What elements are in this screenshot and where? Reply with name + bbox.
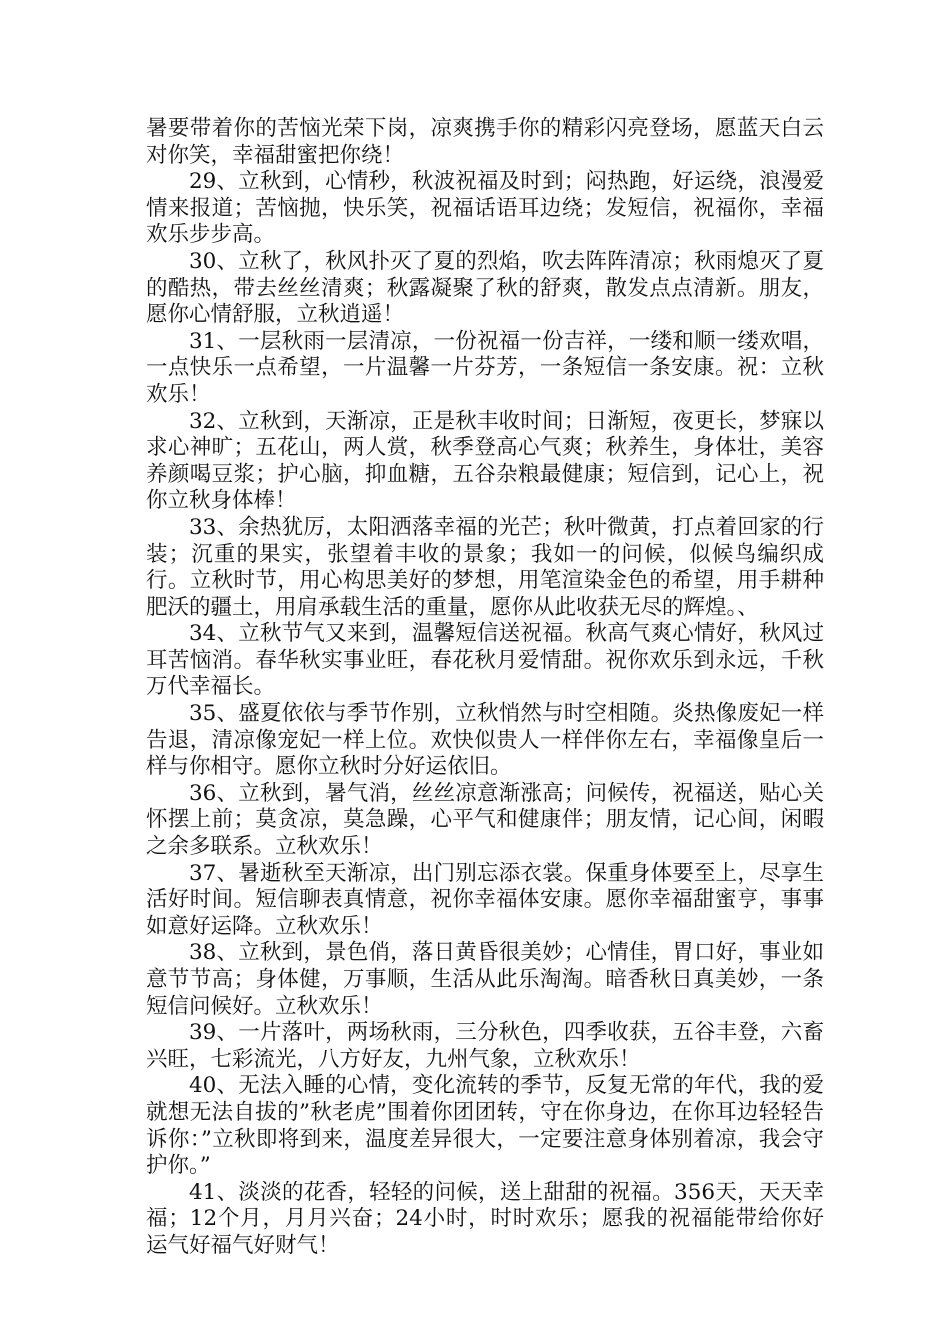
paragraph-31: 31、一层秋雨一层清凉，一份祝福一份吉祥，一缕和顺一缕欢唱，一点快乐一点希望，一片温馨一片芬芳，一条短信一条安康。祝：立秋欢乐！ [146, 328, 824, 407]
document-page [146, 116, 824, 1260]
paragraph-32: 32、立秋到，天渐凉，正是秋丰收时间；日渐短，夜更长，梦寐以求心神旷；五花山，两人赏，秋季登高心气爽；秋养生，身体壮，美容养颜喝豆浆；护心脑，抑血糖，五谷杂粮最健康；短信到，记心上，祝你立秋身体棒！ [146, 408, 824, 514]
paragraph-40: 40、无法入睡的心情，变化流转的季节，反复无常的年代，我的爱就想无法自拔的”秋老虎”围着你团团转，守在你身边，在你耳边轻轻告诉你：”立秋即将到来，温度差异很大，一定要注意身体别着凉，我会守护你。” [146, 1073, 824, 1179]
paragraph-36: 36、立秋到，暑气消，丝丝凉意渐涨高；问候传，祝福送，贴心关怀摆上前；莫贪凉，莫急躁，心平气和健康伴；朋友情，记心间，闲暇之余多联系。立秋欢乐！ [146, 780, 824, 860]
paragraph-30: 30、立秋了，秋风扑灭了夏的烈焰，吹去阵阵清凉；秋雨熄灭了夏的酷热，带去丝丝清爽；秋露凝聚了秋的舒爽，散发点点清新。朋友，愿你心情舒服，立秋逍遥！ [146, 248, 824, 328]
paragraph-35: 35、盛夏依依与季节作别，立秋悄然与时空相随。炎热像废妃一样告退，清凉像宠妃一样上位。欢快似贵人一样伴你左右，幸福像皇后一样与你相守。愿你立秋时分好运依旧。 [146, 701, 824, 780]
paragraph-38: 38、立秋到，景色俏，落日黄昏很美妙；心情佳，胃口好，事业如意节节高；身体健，万事顺，生活从此乐淘淘。暗香秋日真美妙，一条短信问候好。立秋欢乐！ [146, 940, 824, 1019]
paragraph-37: 37、暑逝秋至天渐凉，出门别忘添衣裳。保重身体要至上，尽享生活好时间。短信聊表真情意，祝你幸福体安康。愿你幸福甜蜜亨，事事如意好运降。立秋欢乐！ [146, 860, 824, 939]
paragraph-34: 34、立秋节气又来到，温馨短信送祝福。秋高气爽心情好，秋风过耳苦恼消。春华秋实事业旺，春花秋月爱情甜。祝你欢乐到永远，千秋万代幸福长。 [146, 621, 824, 700]
paragraph-33: 33、余热犹厉，太阳洒落幸福的光芒；秋叶微黄，打点着回家的行装；沉重的果实，张望着丰收的景象；我如一的问候，似候鸟编织成行。立秋时节，用心构思美好的梦想，用笔渲染金色的希望，用手耕种肥沃的疆土，用肩承载生活的重量，愿你从此收获无尽的辉煌。、 [146, 514, 824, 620]
paragraph-41: 41、淡淡的花香，轻轻的问候，送上甜甜的祝福。356天，天天幸福；12个月，月月兴奋；24小时，时时欢乐；愿我的祝福能带给你好运气好福气好财气！ [146, 1179, 824, 1258]
paragraph-39: 39、一片落叶，两场秋雨，三分秋色，四季收获，五谷丰登，六畜兴旺，七彩流光，八方好友，九州气象，立秋欢乐！ [146, 1020, 824, 1072]
paragraph-29: 29、立秋到，心情秒，秋波祝福及时到；闷热跑，好运绕，浪漫爱情来报道；苦恼抛，快乐笑，祝福话语耳边绕；发短信，祝福你，幸福欢乐步步高。 [146, 169, 824, 248]
paragraph-continued: 暑要带着你的苦恼光荣下岗，凉爽携手你的精彩闪亮登场，愿蓝天白云对你笑，幸福甜蜜把你绕！ [146, 116, 824, 168]
